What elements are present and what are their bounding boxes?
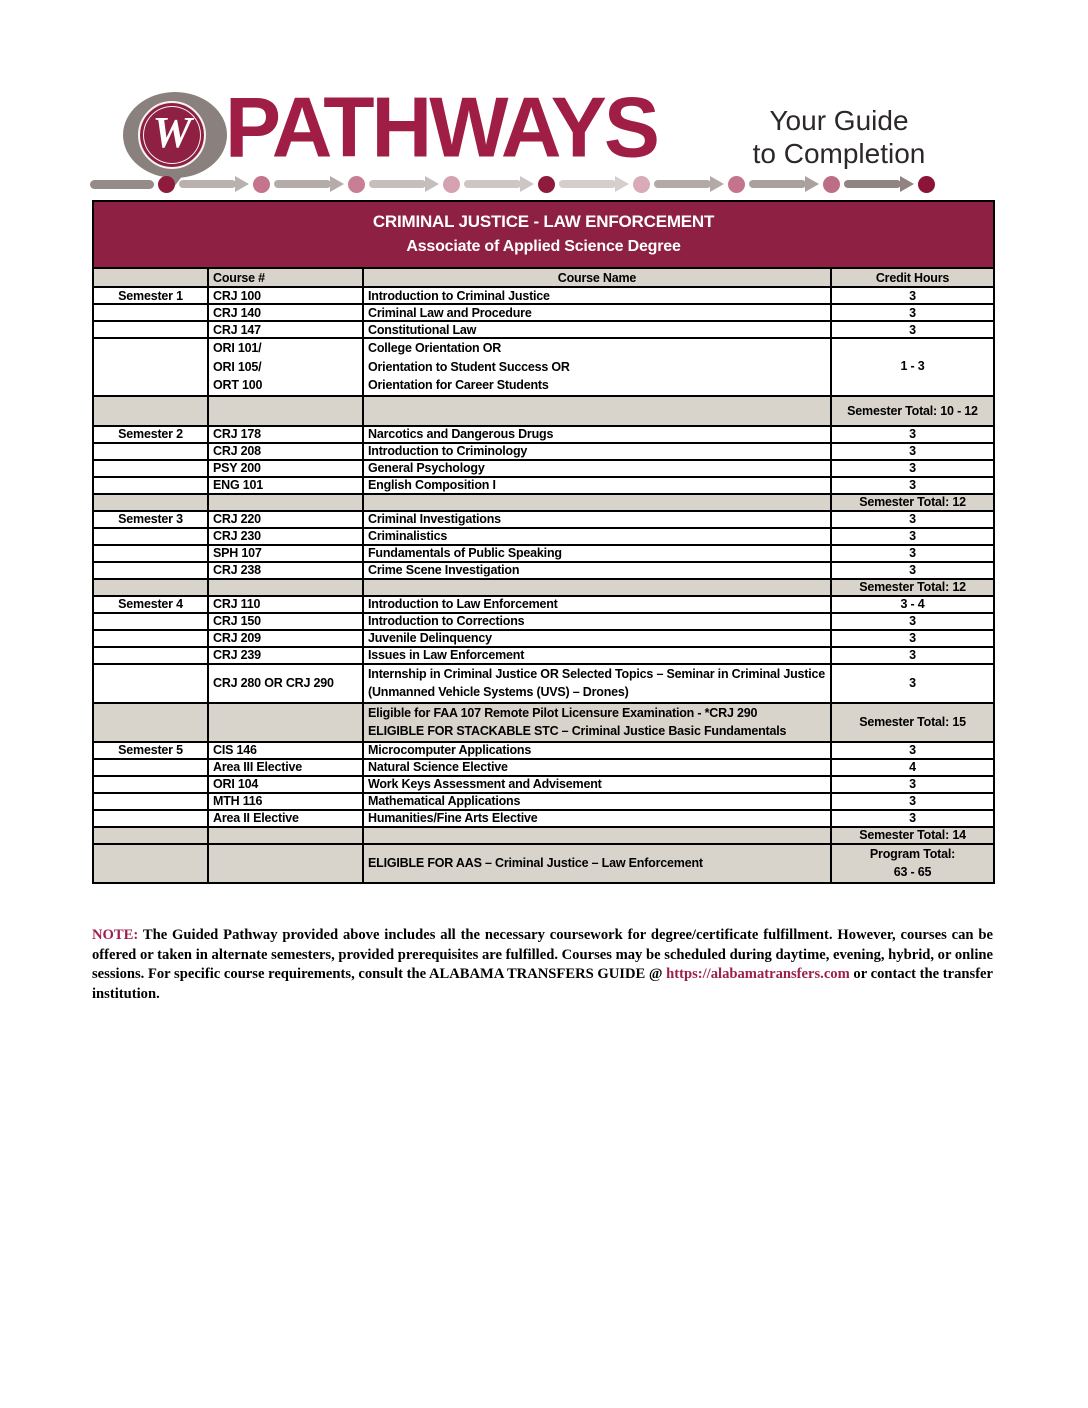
path-dot-icon: [538, 176, 555, 193]
total-row: [93, 396, 994, 426]
cell-name: Juvenile Delinquency: [363, 630, 831, 647]
cell-credits: 3: [831, 664, 994, 703]
cell-sem: [93, 759, 208, 776]
cell-credits: Semester Total: 12: [831, 494, 994, 511]
cell-sem: [93, 528, 208, 545]
cell-course: ORI 101/ ORI 105/ ORT 100: [208, 338, 363, 396]
path-dot-icon: [443, 176, 460, 193]
cell-credits: Program Total: 63 - 65: [831, 844, 994, 883]
tagline-line-2: to Completion: [752, 138, 926, 169]
cell-course: ORI 104: [208, 776, 363, 793]
cell-name: Crime Scene Investigation: [363, 562, 831, 579]
cell-credits: Semester Total: 14: [831, 827, 994, 844]
degree-title: Associate of Applied Science Degree: [406, 238, 681, 255]
cell-name: Fundamentals of Public Speaking: [363, 545, 831, 562]
path-arrow-icon: [654, 176, 724, 192]
cell-name: English Composition I: [363, 477, 831, 494]
cell-course: CRJ 239: [208, 647, 363, 664]
cell-course: [208, 827, 363, 844]
cell-credits: 3: [831, 562, 994, 579]
cell-name: [363, 827, 831, 844]
cell-name: Criminal Investigations: [363, 511, 831, 528]
cell-sem: [93, 664, 208, 703]
cell-credits: 3: [831, 630, 994, 647]
cell-credits: 3: [831, 742, 994, 759]
path-dot-icon: [253, 176, 270, 193]
cell-course: CRJ 238: [208, 562, 363, 579]
cell-name: Introduction to Criminology: [363, 443, 831, 460]
total-row: [93, 703, 994, 742]
course-row: [93, 647, 994, 664]
path-arrow-icon: [274, 176, 344, 192]
cell-name: Eligible for FAA 107 Remote Pilot Licensure Examination - *CRJ 290 ELIGIBLE FOR STACKABLE STC – Criminal Justice Basic Fundamentals: [363, 703, 831, 742]
column-header-credits: Credit Hours: [831, 268, 994, 287]
cell-sem: [93, 477, 208, 494]
cell-course: [208, 703, 363, 742]
cell-credits: 3: [831, 793, 994, 810]
course-row: [93, 287, 994, 304]
cell-name: Narcotics and Dangerous Drugs: [363, 426, 831, 443]
cell-course: [208, 844, 363, 883]
course-row: [93, 321, 994, 338]
cell-sem: [93, 647, 208, 664]
course-row: [93, 596, 994, 613]
cell-name: Issues in Law Enforcement: [363, 647, 831, 664]
cell-credits: 3: [831, 287, 994, 304]
cell-name: Mathematical Applications: [363, 793, 831, 810]
column-header-name: Course Name: [363, 268, 831, 287]
cell-credits: 3: [831, 460, 994, 477]
cell-name: Criminalistics: [363, 528, 831, 545]
cell-sem: Semester 3: [93, 511, 208, 528]
cell-name: ELIGIBLE FOR AAS – Criminal Justice – Law Enforcement: [363, 844, 831, 883]
cell-course: [208, 494, 363, 511]
course-row: [93, 426, 994, 443]
course-row: [93, 460, 994, 477]
cell-course: Area II Elective: [208, 810, 363, 827]
path-arrow-icon: [844, 176, 914, 192]
tagline-line-1: Your Guide: [769, 105, 909, 136]
cell-sem: [93, 494, 208, 511]
course-table-body: [93, 287, 994, 883]
cell-course: MTH 116: [208, 793, 363, 810]
college-logo: [123, 92, 227, 178]
cell-course: CRJ 110: [208, 596, 363, 613]
cell-course: CIS 146: [208, 742, 363, 759]
course-row: [93, 776, 994, 793]
course-row: [93, 338, 994, 396]
cell-name: Internship in Criminal Justice OR Selected Topics – Seminar in Criminal Justice (Unmanned Vehicle Systems (UVS) – Drones): [363, 664, 831, 703]
cell-course: SPH 107: [208, 545, 363, 562]
cell-course: CRJ 209: [208, 630, 363, 647]
cell-sem: [93, 321, 208, 338]
cell-credits: 3: [831, 426, 994, 443]
cell-name: Introduction to Corrections: [363, 613, 831, 630]
cell-credits: 3: [831, 545, 994, 562]
course-row: [93, 545, 994, 562]
cell-name: [363, 579, 831, 596]
course-row: [93, 664, 994, 703]
course-row: [93, 528, 994, 545]
cell-sem: [93, 443, 208, 460]
cell-credits: Semester Total: 10 - 12: [831, 396, 994, 426]
cell-credits: 3: [831, 810, 994, 827]
course-row: [93, 742, 994, 759]
course-row: [93, 810, 994, 827]
path-dot-icon: [158, 176, 175, 193]
footnote: [92, 926, 993, 1004]
path-dot-icon: [633, 176, 650, 193]
course-table: [92, 200, 995, 884]
cell-course: CRJ 220: [208, 511, 363, 528]
cell-credits: 3: [831, 443, 994, 460]
cell-sem: [93, 844, 208, 883]
cell-course: CRJ 178: [208, 426, 363, 443]
cell-credits: 3: [831, 321, 994, 338]
brand-title: PATHWAYS: [225, 78, 657, 175]
path-arrow-icon: [559, 176, 629, 192]
cell-sem: Semester 4: [93, 596, 208, 613]
note-label: NOTE:: [92, 927, 139, 943]
pathway-arrow-strip: [90, 175, 935, 193]
column-header-course: Course #: [208, 268, 363, 287]
course-row: [93, 562, 994, 579]
cell-course: CRJ 140: [208, 304, 363, 321]
cell-sem: [93, 793, 208, 810]
brand-tagline: [744, 104, 934, 170]
course-row: [93, 613, 994, 630]
cell-sem: [93, 810, 208, 827]
cell-sem: [93, 703, 208, 742]
cell-name: [363, 494, 831, 511]
cell-credits: 3: [831, 477, 994, 494]
table-title-row: [93, 201, 994, 268]
cell-course: CRJ 230: [208, 528, 363, 545]
cell-credits: 3: [831, 304, 994, 321]
cell-course: Area III Elective: [208, 759, 363, 776]
cell-sem: [93, 827, 208, 844]
course-row: [93, 793, 994, 810]
cell-credits: 3: [831, 528, 994, 545]
cell-course: ENG 101: [208, 477, 363, 494]
cell-course: CRJ 208: [208, 443, 363, 460]
cell-course: [208, 579, 363, 596]
path-dot-icon: [348, 176, 365, 193]
cell-name: Introduction to Criminal Justice: [363, 287, 831, 304]
cell-sem: Semester 5: [93, 742, 208, 759]
cell-name: Humanities/Fine Arts Elective: [363, 810, 831, 827]
cell-credits: 3: [831, 647, 994, 664]
cell-name: Constitutional Law: [363, 321, 831, 338]
table-title: [93, 201, 994, 268]
page-header: [0, 0, 1088, 200]
total-row: [93, 494, 994, 511]
logo-letter: W: [152, 108, 192, 157]
course-row: [93, 304, 994, 321]
path-dot-icon: [728, 176, 745, 193]
cell-credits: 3: [831, 511, 994, 528]
path-arrow-icon: [179, 176, 249, 192]
cell-credits: Semester Total: 15: [831, 703, 994, 742]
cell-credits: 1 - 3: [831, 338, 994, 396]
total-row: [93, 827, 994, 844]
path-dot-icon: [823, 176, 840, 193]
course-row: [93, 630, 994, 647]
cell-name: Work Keys Assessment and Advisement: [363, 776, 831, 793]
cell-credits: 3 - 4: [831, 596, 994, 613]
cell-sem: [93, 304, 208, 321]
course-row: [93, 477, 994, 494]
note-text-after: or contact the transfer institution.: [92, 966, 994, 1002]
cell-name: College Orientation OR Orientation to Student Success OR Orientation for Career Students: [363, 338, 831, 396]
cell-sem: Semester 2: [93, 426, 208, 443]
cell-course: CRJ 100: [208, 287, 363, 304]
cell-name: General Psychology: [363, 460, 831, 477]
cell-credits: 3: [831, 613, 994, 630]
cell-sem: [93, 396, 208, 426]
cell-sem: [93, 545, 208, 562]
total-row: [93, 579, 994, 596]
course-row: [93, 511, 994, 528]
program-title: CRIMINAL JUSTICE - LAW ENFORCEMENT: [372, 212, 715, 231]
cell-credits: 3: [831, 776, 994, 793]
cell-credits: Semester Total: 12: [831, 579, 994, 596]
cell-sem: [93, 562, 208, 579]
cell-course: [208, 396, 363, 426]
cell-course: CRJ 280 OR CRJ 290: [208, 664, 363, 703]
course-row: [93, 759, 994, 776]
cell-sem: [93, 338, 208, 396]
cell-sem: [93, 613, 208, 630]
logo-circle-icon: [138, 101, 206, 169]
path-dot-icon: [918, 176, 935, 193]
course-row: [93, 443, 994, 460]
cell-course: CRJ 147: [208, 321, 363, 338]
path-arrow-icon: [464, 176, 534, 192]
cell-name: Criminal Law and Procedure: [363, 304, 831, 321]
note-text-before: The Guided Pathway provided above includes all the necessary coursework for degree/certificate fulfillment. However, courses can be offered or taken in alternate semesters, provided prerequisites are fulfilled. Courses may be scheduled during daytime, evening, hybrid, or online sessions. For specific course requirements, consult the ALABAMA TRANSFERS GUIDE @: [92, 927, 993, 983]
column-header-row: [93, 268, 994, 287]
cell-name: Natural Science Elective: [363, 759, 831, 776]
cell-course: CRJ 150: [208, 613, 363, 630]
total-row: [93, 844, 994, 883]
cell-sem: [93, 776, 208, 793]
cell-sem: [93, 630, 208, 647]
cell-name: Microcomputer Applications: [363, 742, 831, 759]
cell-name: [363, 396, 831, 426]
transfers-guide-link[interactable]: https://alabamatransfers.com: [666, 966, 850, 983]
column-header-semester: [93, 268, 208, 287]
cell-credits: 4: [831, 759, 994, 776]
path-line-icon: [90, 180, 154, 189]
cell-sem: Semester 1: [93, 287, 208, 304]
path-arrow-icon: [749, 176, 819, 192]
cell-name: Introduction to Law Enforcement: [363, 596, 831, 613]
cell-sem: [93, 579, 208, 596]
cell-course: PSY 200: [208, 460, 363, 477]
cell-sem: [93, 460, 208, 477]
path-arrow-icon: [369, 176, 439, 192]
